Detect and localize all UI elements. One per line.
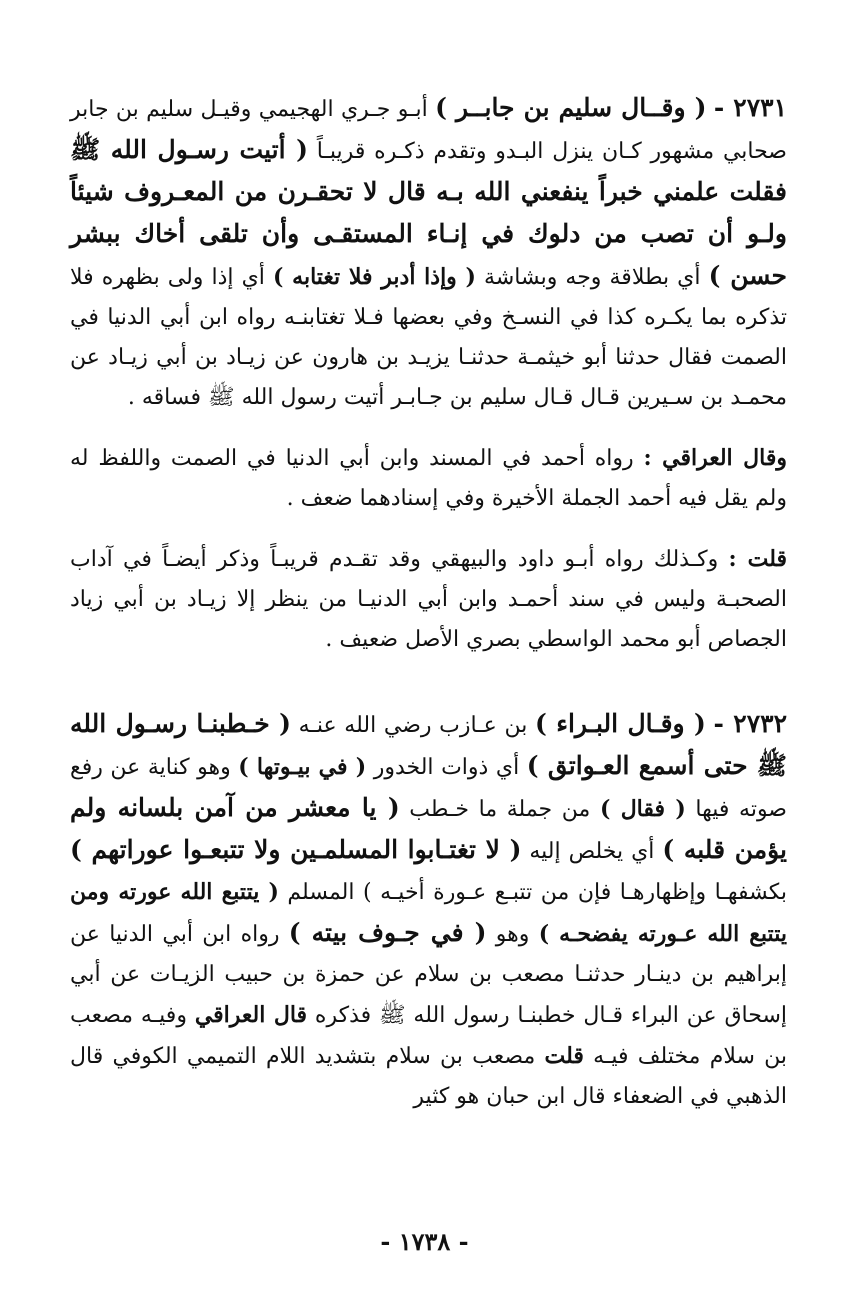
commentary-text: أي إذا ولى بظهره فلا تذكره بما يكـره كذا في النسـخ وفي بعضها فـلا تغتابنـه رواه ابن أبي الدنيا في الصمت فقال حدثنا أبو خيثمـة حدثنـا يزيـد بن هارون عن زيـاد بن أبي زيـاد عن محمـد بن سـيرين قـال قـال سليم بن جـابـر أتيت رسول الله ﷺ فساقه . (70, 265, 787, 410)
commentary-text: وهو (486, 922, 530, 947)
hadith-text: ( لا تغتـابوا المسلمـين ولا تتبعـوا عوراتهم ) (70, 835, 522, 864)
hadith-2731 (70, 88, 787, 418)
qult-note (70, 539, 787, 660)
hadith-text: ( يا معشر من آمن بلسانه ولم يؤمن قلبه ) (70, 793, 787, 864)
commentary-text: أي بطلاقة وجه وبشاشة (475, 265, 701, 290)
note-text: وكـذلك رواه أبـو داود والبيهقي وقد تقـدم قريبـاً وذكر أيضـاً في آداب الصحبـة وليس في سند أحمـد وابن أبي الدنيـا من ينظر إلا زيـاد بن أبي زياد الجصاص أبو محمد الواسطي بصري الأصل ضعيف . (70, 547, 787, 652)
iraqi-note (70, 438, 787, 519)
hadith-narrator: ( وقـال البـراء ) (534, 709, 706, 738)
commentary-text: بكشفهـا وإظهارهـا فإن من تتبـع عـورة أخيـه ) المسلم (278, 880, 787, 905)
note-label: وقال العراقي : (643, 445, 787, 471)
hadith-text: ( يتتبع الله عورته ومن يتتبع الله عـورته يفضحـه ) (70, 879, 787, 947)
hadith-2732 (70, 704, 787, 1117)
hadith-text: ( أتيت رسـول الله ﷺ فقلت علمني خبراً ينفعني الله بـه قال لا تحقـرن من المعـروف شيئاً ولـو أن تصب من دلوك في إنـاء المستقـى وأن تلقى أخاك ببشر حسن ) (70, 135, 787, 290)
commentary-text: أبـو جـري الهجيمي وقيـل سليم بن جابر صحابي مشهور كـان ينزل البـدو وتقدم ذكـره قريبـاً (70, 97, 787, 164)
note-label: قلت (544, 1043, 584, 1069)
hadith-text: ( في بيـوتها ) (238, 754, 367, 780)
note-text: رواه أحمد في المسند وابن أبي الدنيا في الصمت واللفظ له ولم يقل فيه أحمد الجملة الأخيرة وفي إسنادهما ضعف . (70, 446, 787, 511)
hadith-narrator: ( وقــال سليم بن جابــر ) (435, 93, 707, 122)
hadith-number: ٢٧٣٢ - (713, 709, 787, 738)
hadith-text: ( وإذا أدبر فلا تغتابه ) (273, 264, 476, 290)
note-label: قال العراقي (194, 1002, 308, 1028)
note-label: قلت : (728, 546, 788, 572)
commentary-text: من جملة ما خـطب (399, 797, 591, 822)
commentary-text: وفيـه مصعب بن سلام مختلف فيـه (70, 1003, 787, 1069)
commentary-text: مصعب بن سلام بتشديد اللام التميمي الكوفي قال الذهبي في الضعفاء قال ابن حبان هو كثير (70, 1044, 787, 1109)
hadith-text: ( خـطبنـا رسـول الله ﷺ حتى أسمع العـواتق ) (70, 709, 787, 780)
commentary-text: رواه ابن أبي الدنيا عن إبراهيم بن دينـار حدثنـا مصعب بن سلام عن حمزة بن حبيب الزيـات عن أبي إسحاق عن البراء قـال خطبنـا رسول الله ﷺ فذكره (70, 922, 787, 1028)
commentary-text: أي ذوات الخدور (366, 755, 520, 780)
commentary-text: أي يخلص إليه (521, 839, 655, 864)
commentary-text: بن عـازب رضي الله عنـه (290, 713, 528, 738)
commentary-text: وهو كناية عن رفع صوته فيها (70, 755, 787, 822)
hadith-number: ٢٧٣١ - (713, 93, 787, 122)
hadith-text: ( في جـوف بيته ) (288, 918, 487, 947)
page-number: - ١٧٣٨ - (380, 1227, 469, 1256)
hadith-text: ( فقال ) (599, 796, 686, 822)
